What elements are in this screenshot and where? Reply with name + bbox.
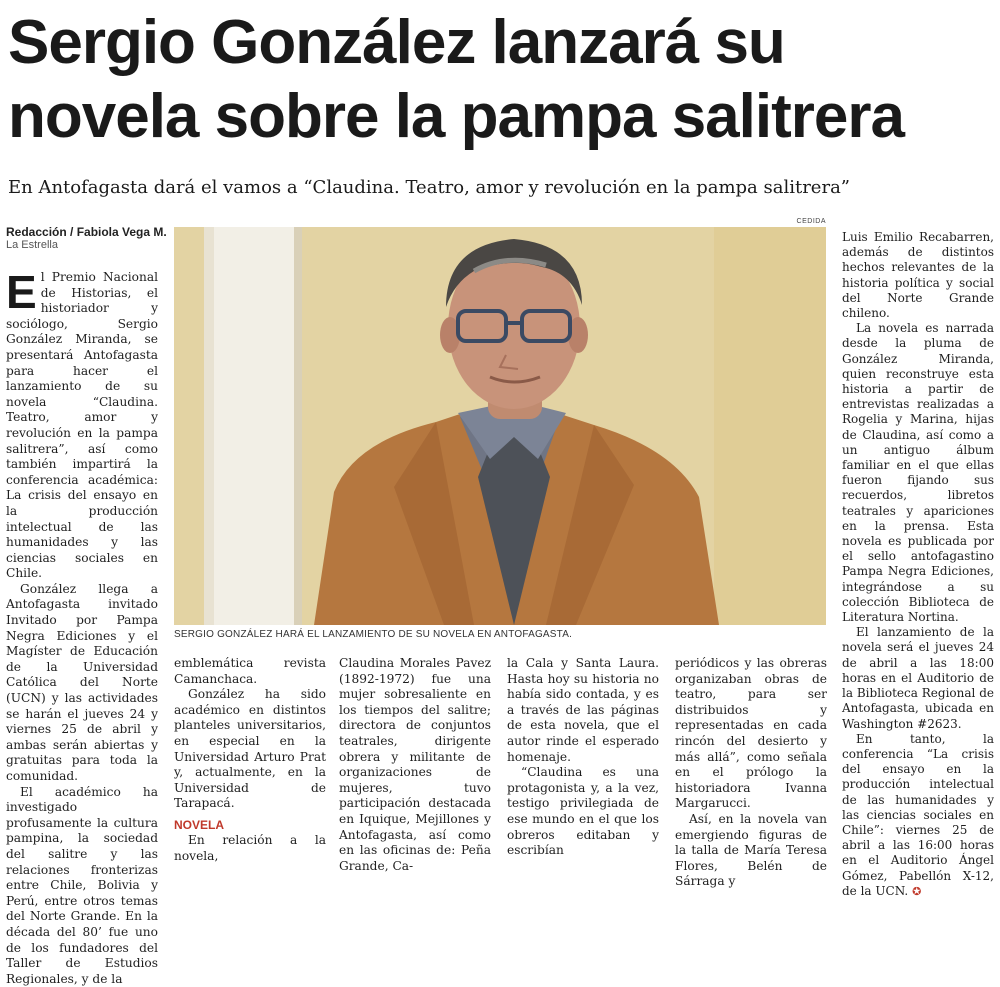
headline — [8, 6, 998, 154]
portrait-illustration — [174, 227, 826, 625]
column-3 — [339, 656, 491, 874]
headline-line-1: Sergio González lanzará su — [8, 8, 785, 77]
paragraph: González llega a Antofagasta invitado Invitado por Pampa Negra Ediciones y el Magíster de Educación de la Universidad Católica del Norte (UCN) y las actividades se harán el jueves 24 y viernes 25 de abril y ambas serán abiertas y gratuitas para toda la comunidad. — [6, 581, 158, 783]
headline-line-2: novela sobre la pampa salitrera — [8, 82, 904, 151]
photo-caption: SERGIO GONZÁLEZ HARÁ EL LANZAMIENTO DE SU NOVELA EN ANTOFAGASTA. — [174, 629, 573, 640]
column-6 — [842, 230, 994, 899]
paragraph: La novela es narrada desde la pluma de González Miranda, quien reconstruye esta historia a partir de entrevistas realizadas a Rogelia y Marina, hijas de Claudina, así como a un antiguo álbum familiar en el que ellas fueron fijando sus recuerdos, libretos teatrales y apariciones en la prensa. Esta novela es publicada por el sello antofagastino Pampa Negra Ediciones, integrándose a su colección Biblioteca de Literatura Nortina. — [842, 321, 994, 625]
end-mark-icon: ✪ — [912, 884, 922, 898]
paragraph: González ha sido académico en distintos planteles universitarios, en especial en la Universidad Arturo Prat y, actualmente, en la Universidad de Tarapacá. — [174, 687, 326, 811]
paragraph: Claudina Morales Pavez (1892-1972) fue una mujer sobresaliente en los tiempos del salitre; directora de conjuntos teatrales, dirigente obrera y militante de organizaciones de mujeres, tuvo participación destacada en Iquique, Mejillones y Antofagasta, así como en las oficinas de: Peña Grande, Ca- — [339, 656, 491, 873]
drop-cap: E — [6, 266, 37, 318]
byline — [6, 225, 176, 252]
paragraph: En relación a la novela, — [174, 832, 326, 863]
column-1 — [6, 266, 158, 987]
column-2 — [174, 656, 326, 864]
paragraph: El lanzamiento de la novela será el jueves 24 de abril a las 18:00 horas en el Auditorio de la Biblioteca Regional de Antofagasta, ubicada en Washington #2623. — [842, 625, 994, 731]
byline-author: Redacción / Fabiola Vega M. — [6, 225, 167, 239]
paragraph: En tanto, la conferencia “La crisis del ensayo en la producción intelectual de las humanidades y las ciencias sociales en Chile”: viernes 25 de abril a las 16:00 horas en el Auditorio Ángel Gómez, Pabellón X-12, de la UCN. ✪ — [842, 731, 994, 898]
photo-credit: CEDIDA — [796, 218, 826, 225]
paragraph: periódicos y las obreras organizaban obras de teatro, para ser distribuidos y representadas en cada rincón del desierto y más allá”, como señala en el prólogo la historiadora Ivanna Margarucci. — [675, 656, 827, 811]
paragraph: El académico ha investigado profusamente la cultura pampina, la sociedad del salitre y las relaciones fronterizas entre Chile, Bolivia y Perú, entre otros temas del Norte Grande. En la década del 80’ fue uno de los fundadores del Taller de Estudios Regionales, y de la — [6, 784, 158, 986]
byline-paper: La Estrella — [6, 239, 58, 251]
subheadline: En Antofagasta dará el vamos a “Claudina. Teatro, amor y revolución en la pampa salitrera” — [8, 177, 851, 198]
column-5 — [675, 656, 827, 890]
column-4 — [507, 656, 659, 859]
paragraph: “Claudina es una protagonista y, a la vez, testigo privilegiada de ese mundo en el que los obreros editaban y escribían — [507, 765, 659, 858]
paragraph: El Premio Nacional de Historias, el historiador y sociólogo, Sergio González Miranda, se presentará Antofagasta para hacer el lanzamiento de su novela “Claudina. Teatro, amor y revolución en la pampa salitrera”, así como también impartirá la conferencia académica: La crisis del ensayo en la producción intelectual de las humanidades y las ciencias sociales en Chile. — [6, 266, 158, 581]
paragraph: Así, en la novela van emergiendo figuras de la talla de María Teresa Flores, Belén de Sárraga y — [675, 811, 827, 889]
paragraph: la Cala y Santa Laura. Hasta hoy su historia no había sido contada, y es a través de las páginas de esta novela, que el autor rinde el esperado homenaje. — [507, 656, 659, 764]
portrait-photo — [174, 227, 826, 625]
paragraph: emblemática revista Camanchaca. — [174, 656, 326, 686]
paragraph: Luis Emilio Recabarren, además de distintos hechos relevantes de la historia política y social del Norte Grande chileno. — [842, 230, 994, 321]
section-label: NOVELA — [174, 817, 225, 832]
